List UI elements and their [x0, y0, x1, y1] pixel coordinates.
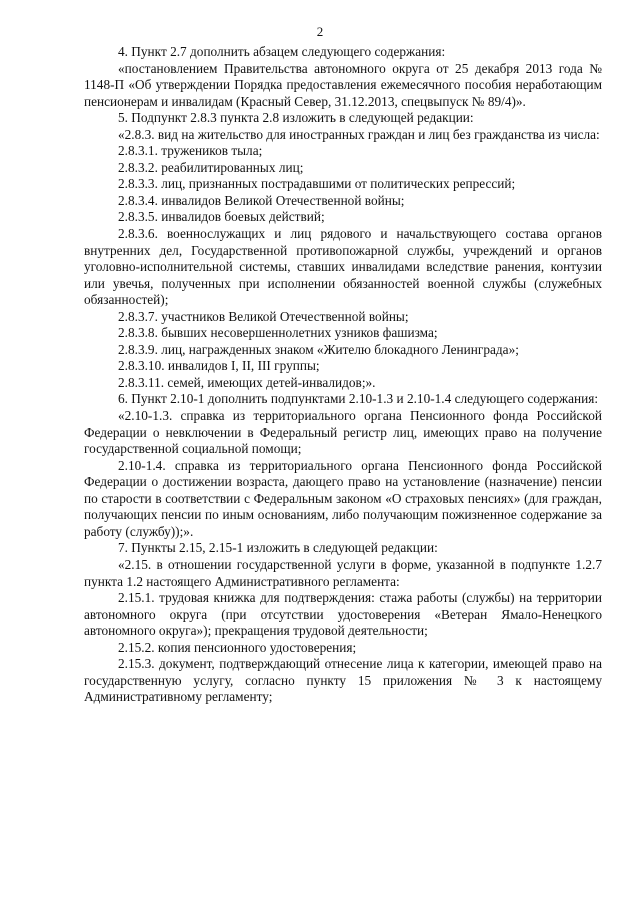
paragraph: 2.8.3.4. инвалидов Великой Отечественной войны;	[118, 192, 405, 208]
paragraph: 2.15.1. трудовая книжка для подтверждения: стажа работы (службы) на территории автономного округа (при отсутствии удостоверения «Ветеран Ямало-Ненецкого автономного округа»); прекращения трудовой деятельности;	[84, 590, 602, 639]
paragraph: 6. Пункт 2.10-1 дополнить подпунктами 2.10-1.3 и 2.10-1.4 следующего содержания:	[118, 391, 599, 407]
paragraph: 5. Подпункт 2.8.3 пункта 2.8 изложить в следующей редакции:	[118, 110, 474, 126]
paragraph: «постановлением Правительства автономного округа от 25 декабря 2013 года № 1148-П «Об утверждении Порядка предоставления ежемесячного пособия неработающим пенсионерам и инвалидам (Красный Север, 31.12.2013, спецвыпуск № 89/4)».	[84, 60, 602, 109]
paragraph: 2.15.2. копия пенсионного удостоверения;	[118, 639, 357, 655]
paragraph: 2.8.3.1. тружеников тыла;	[118, 143, 263, 159]
paragraph: 2.8.3.5. инвалидов боевых действий;	[118, 209, 325, 225]
paragraph: 2.15.3. документ, подтверждающий отнесение лица к категории, имеющей право на государственную услугу, согласно пункту 15 приложения № 3 к настоящему Административному регламенту;	[84, 656, 602, 705]
paragraph: «2.10-1.3. справка из территориального органа Пенсионного фонда Российской Федерации о невключении в Федеральный регистр лиц, имеющих право на получение государственной социальной помощи;	[84, 408, 602, 457]
paragraph: 2.8.3.7. участников Великой Отечественной войны;	[118, 308, 409, 324]
paragraph: 2.8.3.3. лиц, признанных пострадавшими от политических репрессий;	[118, 176, 516, 192]
document-body	[84, 44, 602, 706]
paragraph: 2.8.3.2. реабилитированных лиц;	[118, 159, 304, 175]
paragraph: 2.8.3.10. инвалидов I, II, III группы;	[118, 358, 320, 374]
paragraph: 4. Пункт 2.7 дополнить абзацем следующего содержания:	[118, 44, 446, 59]
paragraph: 2.10-1.4. справка из территориального органа Пенсионного фонда Российской Федерации о достижении возраста, дающего право на установление (назначение) пенсии по старости в соответствии с Федеральным законом «О страховых пенсиях» (для граждан, получающих пенсии по иным основаниям, либо получающим пожизненное содержание за работу (службу));».	[84, 457, 602, 539]
paragraph: 2.8.3.8. бывших несовершеннолетних узников фашизма;	[118, 325, 438, 341]
paragraph: «2.8.3. вид на жительство для иностранных граждан и лиц без гражданства из числа:	[118, 126, 600, 142]
paragraph: «2.15. в отношении государственной услуги в форме, указанной в подпункте 1.2.7 пункта 1.2 настоящего Административного регламента:	[84, 556, 602, 589]
paragraph: 2.8.3.11. семей, имеющих детей-инвалидов;».	[118, 374, 376, 390]
paragraph: 7. Пункты 2.15, 2.15-1 изложить в следующей редакции:	[118, 540, 438, 556]
paragraph: 2.8.3.9. лиц, награжденных знаком «Жителю блокадного Ленинграда»;	[118, 341, 519, 357]
paragraph: 2.8.3.6. военнослужащих и лиц рядового и начальствующего состава органов внутренних дел, Государственной противопожарной службы, учреждений и органов уголовно-исполнительной системы, ставших инвалидами вследствие ранения, контузии или увечья, полученных при исполнении обязанностей военной службы (служебных обязанностей);	[84, 226, 602, 308]
page-number: 2	[316, 24, 324, 39]
